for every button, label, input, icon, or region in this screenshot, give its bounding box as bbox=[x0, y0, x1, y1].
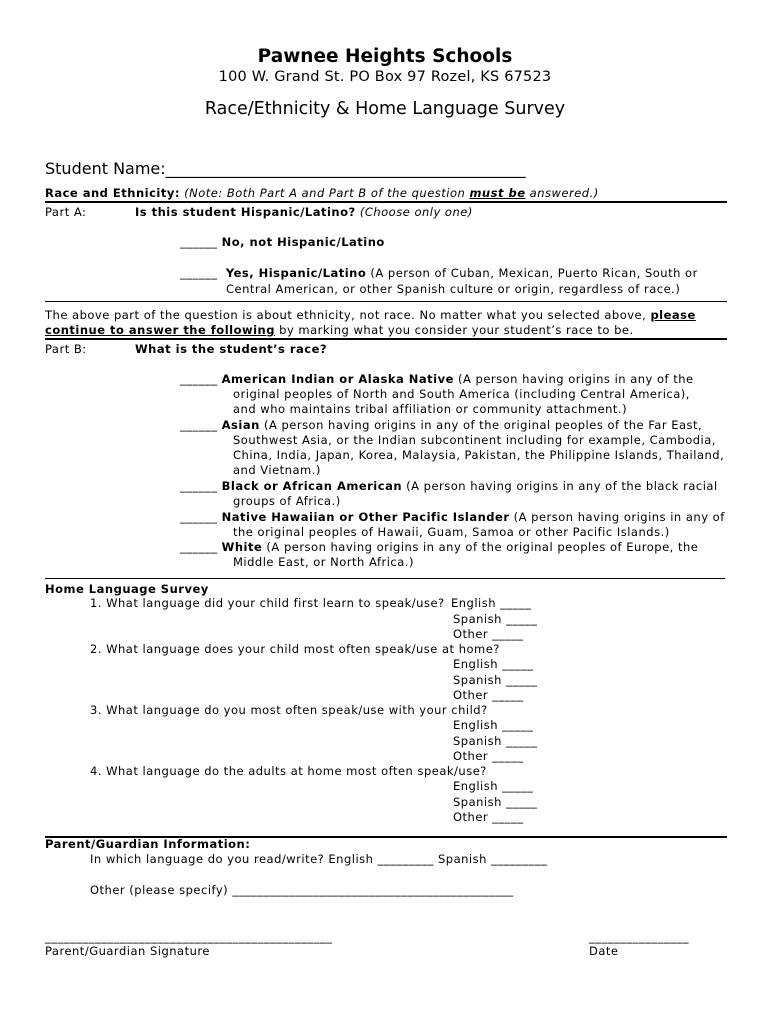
part-b-question bbox=[135, 342, 327, 356]
parent-section-title bbox=[45, 837, 250, 851]
language-option-other[interactable]: Other _____ bbox=[453, 688, 524, 702]
race-name: White bbox=[221, 540, 263, 554]
race-note-suffix: answered.) bbox=[525, 186, 599, 200]
race-desc: (A person having origins in any of bbox=[509, 510, 725, 524]
race-desc: and who maintains tribal affiliation or community attachment.) bbox=[233, 402, 628, 416]
signature-line[interactable]: ______________________________________________ bbox=[45, 930, 333, 944]
race-desc: groups of Africa.) bbox=[233, 494, 341, 508]
survey-title: Race/Ethnicity & Home Language Survey bbox=[204, 99, 566, 119]
option-hispanic-label: Yes, Hispanic/Latino bbox=[225, 266, 367, 280]
continue-emph-please: please bbox=[650, 308, 696, 322]
race-note-emphasis: must be bbox=[469, 186, 526, 200]
part-a-label: Part A: bbox=[45, 205, 87, 219]
divider-language bbox=[45, 578, 725, 579]
race-desc: (A person having origins in any of the black racial bbox=[402, 479, 718, 493]
language-question: 1. What language did your child first learn to speak/use? bbox=[90, 596, 445, 610]
race-blank[interactable]: ______ bbox=[180, 510, 218, 524]
continue-instructions-2 bbox=[45, 323, 634, 337]
option-hispanic-desc: (A person of Cuban, Mexican, Puerto Rican, South or bbox=[370, 266, 698, 280]
language-question: 2. What language does your child most often speak/use at home? bbox=[90, 642, 500, 656]
option-not-hispanic-blank[interactable]: ______ bbox=[180, 235, 218, 249]
language-question: 4. What language do the adults at home most often speak/use? bbox=[90, 764, 487, 778]
race-ethnicity-heading bbox=[45, 186, 599, 200]
part-a-question bbox=[135, 205, 473, 219]
part-a-hint: (Choose only one) bbox=[359, 205, 473, 219]
option-hispanic-desc-2: Central American, or other Spanish culture or origin, regardless of race.) bbox=[226, 282, 681, 296]
date-line[interactable]: ________________ bbox=[589, 930, 689, 944]
race-desc: Middle East, or North Africa.) bbox=[233, 555, 414, 569]
language-option-spanish[interactable]: Spanish _____ bbox=[453, 612, 538, 626]
race-desc: original peoples of North and South America (including Central America), bbox=[233, 387, 690, 401]
language-option-other[interactable]: Other _____ bbox=[453, 749, 524, 763]
student-name-field[interactable]: Student Name:_____________________________________________ bbox=[45, 159, 526, 178]
race-desc: (A person having origins in any of the original peoples of the Far East, bbox=[259, 418, 703, 432]
race-desc: Southwest Asia, or the Indian subcontinent including for example, Cambodia, bbox=[233, 433, 716, 447]
school-address: 100 W. Grand St. PO Box 97 Rozel, KS 67523 bbox=[218, 69, 552, 85]
race-blank[interactable]: ______ bbox=[180, 540, 218, 554]
continue-text-2: by marking what you consider your student’s race to be. bbox=[274, 323, 634, 337]
language-option-english[interactable]: English _____ bbox=[451, 596, 532, 610]
race-blank[interactable]: ______ bbox=[180, 372, 218, 386]
race-ethnicity-label: Race and Ethnicity: bbox=[45, 186, 180, 200]
race-desc: China, India, Japan, Korea, Malaysia, Pakistan, the Philippine Islands, Thailand, bbox=[233, 448, 725, 462]
race-name: Black or African American bbox=[221, 479, 403, 493]
part-b-label: Part B: bbox=[45, 342, 87, 356]
language-title-text: Home Language Survey bbox=[45, 582, 209, 596]
language-option-other[interactable]: Other _____ bbox=[453, 627, 524, 641]
read-write-language-field[interactable]: In which language do you read/write? English _________ Spanish _________ bbox=[90, 852, 548, 866]
continue-instructions-1 bbox=[45, 308, 696, 322]
continue-text-1: The above part of the question is about ethnicity, not race. No matter what you selected above, bbox=[45, 308, 651, 322]
part-a-question-text: Is this student Hispanic/Latino? bbox=[135, 205, 356, 219]
race-desc: (A person having origins in any of the original peoples of Europe, the bbox=[262, 540, 699, 554]
language-option-other[interactable]: Other _____ bbox=[453, 810, 524, 824]
other-language-field[interactable]: Other (please specify) _____________________________________________ bbox=[90, 883, 514, 897]
race-desc: the original peoples of Hawaii, Guam, Samoa or other Pacific Islands.) bbox=[233, 525, 670, 539]
race-option-pacific-islander[interactable] bbox=[180, 510, 725, 524]
race-option-black[interactable] bbox=[180, 479, 718, 493]
race-name: Asian bbox=[221, 418, 260, 432]
race-desc: (A person having origins in any of the bbox=[453, 372, 694, 386]
race-option-white[interactable] bbox=[180, 540, 698, 554]
race-blank[interactable]: ______ bbox=[180, 418, 218, 432]
language-option-english[interactable]: English _____ bbox=[453, 779, 534, 793]
option-hispanic[interactable] bbox=[180, 266, 698, 280]
language-option-spanish[interactable]: Spanish _____ bbox=[453, 734, 538, 748]
race-note-prefix: (Note: Both Part A and Part B of the question bbox=[184, 186, 470, 200]
language-option-spanish[interactable]: Spanish _____ bbox=[453, 673, 538, 687]
race-name: American Indian or Alaska Native bbox=[221, 372, 454, 386]
part-b-question-text: What is the student’s race? bbox=[135, 342, 328, 356]
race-desc: and Vietnam.) bbox=[233, 463, 321, 477]
parent-title-text: Parent/Guardian Information: bbox=[45, 837, 251, 851]
signature-label: Parent/Guardian Signature bbox=[45, 944, 210, 958]
language-option-english[interactable]: English _____ bbox=[453, 718, 534, 732]
race-name: Native Hawaiian or Other Pacific Islander bbox=[221, 510, 510, 524]
option-hispanic-blank[interactable]: ______ bbox=[180, 266, 218, 280]
divider-part-b bbox=[45, 338, 727, 340]
continue-emph-answer: continue to answer the following bbox=[45, 323, 275, 337]
language-question: 3. What language do you most often speak/use with your child? bbox=[90, 703, 488, 717]
divider-part-a bbox=[45, 201, 727, 203]
school-name: Pawnee Heights Schools bbox=[257, 46, 513, 67]
date-label: Date bbox=[589, 944, 619, 958]
option-not-hispanic-label: No, not Hispanic/Latino bbox=[221, 235, 385, 249]
language-section-title bbox=[45, 582, 209, 596]
option-not-hispanic[interactable] bbox=[180, 235, 385, 249]
race-blank[interactable]: ______ bbox=[180, 479, 218, 493]
divider-continue bbox=[45, 301, 727, 302]
language-option-english[interactable]: English _____ bbox=[453, 657, 534, 671]
language-option-spanish[interactable]: Spanish _____ bbox=[453, 795, 538, 809]
race-option-asian[interactable] bbox=[180, 418, 702, 432]
race-option-american-indian[interactable] bbox=[180, 372, 694, 386]
